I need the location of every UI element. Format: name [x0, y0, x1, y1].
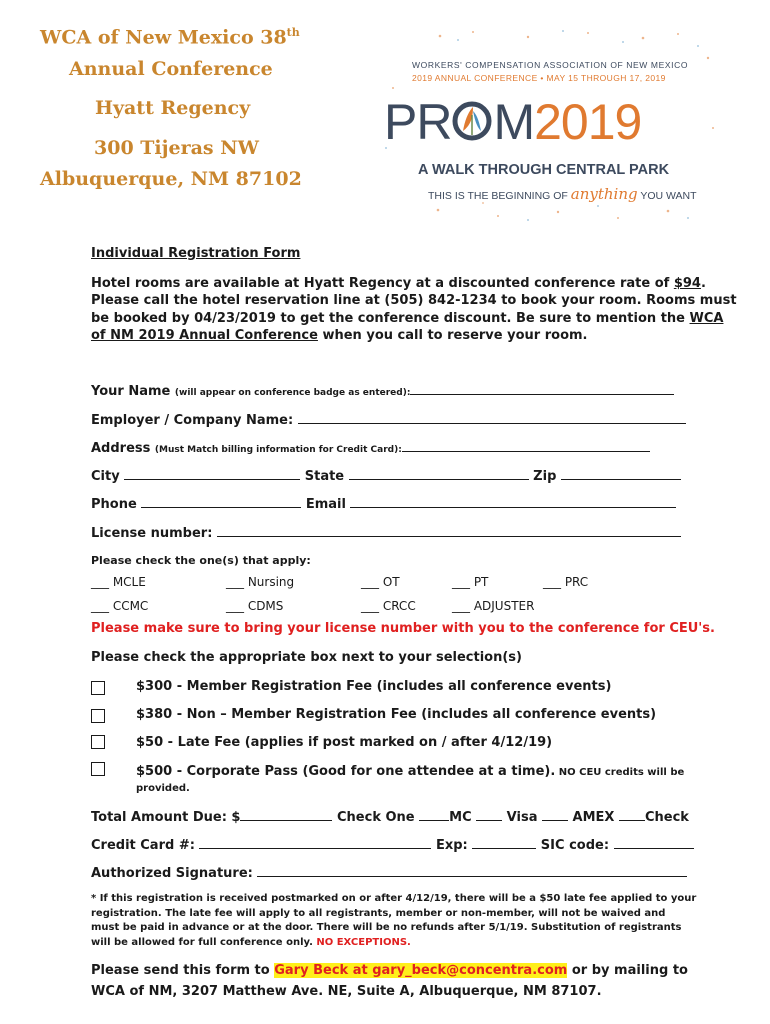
total-amount-field[interactable] [240, 808, 332, 821]
address-row: Address (Must Match billing information for Credit Card): [91, 439, 650, 456]
late-fee-note-1: * If this registration is received postmarked on or after 4/12/19, there will be a $50 late fee applied to your [91, 893, 697, 904]
late-fee-note-4: will be allowed for full conference only. NO EXCEPTIONS. [91, 937, 411, 948]
conference-dates: 2019 ANNUAL CONFERENCE • MAY 15 THROUGH 17, 2019 [412, 73, 666, 83]
venue-street: 300 Tijeras NW [94, 137, 259, 159]
phone-email-row: Phone Email [91, 495, 676, 512]
fee-late-label: $50 - Late Fee (applies if post marked on / after 4/12/19) [136, 735, 553, 750]
contact-email-link[interactable]: Gary Beck at gary_beck@concentra.com [274, 963, 568, 978]
state-field[interactable] [349, 467, 529, 480]
zip-field[interactable] [561, 467, 681, 480]
hotel-info-line-4: of NM 2019 Annual Conference when you call to reserve your room. [91, 328, 588, 343]
hotel-info-line-2: Please call the hotel reservation line at (505) 842-1234 to book your room. Rooms must [91, 293, 737, 308]
exp-field[interactable] [472, 836, 536, 849]
prom-2019-logo [378, 28, 718, 223]
option-nursing[interactable]: ___ Nursing [226, 575, 295, 589]
option-pt[interactable]: ___ PT [452, 575, 489, 589]
fee-nonmember-label: $380 - Non – Member Registration Fee (includes all conference events) [136, 707, 657, 722]
conference-title: WCA of New Mexico 38th [40, 26, 300, 49]
conference-subtitle: Annual Conference [69, 58, 273, 80]
sic-code-field[interactable] [614, 836, 694, 849]
option-mcle[interactable]: ___ MCLE [91, 575, 146, 589]
fee-member-label: $300 - Member Registration Fee (includes all conference events) [136, 679, 612, 694]
credit-card-field[interactable] [199, 836, 431, 849]
option-cdms[interactable]: ___ CDMS [226, 599, 284, 613]
license-warning: Please make sure to bring your license number with you to the conference for CEU's. [91, 621, 715, 636]
fee-corporate-label: $500 - Corporate Pass (Good for one attendee at a time). NO CEU credits will be [136, 764, 685, 779]
logo-subtagline: THIS IS THE BEGINNING OF anything YOU WANT [428, 185, 697, 203]
option-ccmc[interactable]: ___ CCMC [91, 599, 149, 613]
option-prc[interactable]: ___ PRC [543, 575, 589, 589]
fee-corporate-note: provided. [136, 783, 190, 794]
credit-card-row: Credit Card #: Exp: SIC code: [91, 836, 694, 853]
hotel-info-line-1: Hotel rooms are available at Hyatt Regency at a discounted conference rate of $94. [91, 276, 706, 291]
prom-wordmark: PR M2019 [384, 94, 642, 150]
fee-member-checkbox[interactable] [91, 681, 105, 695]
city-field[interactable] [124, 467, 300, 480]
association-name: WORKERS' COMPENSATION ASSOCIATION OF NEW MEXICO [412, 60, 689, 70]
late-fee-note-2: registration. The late fee will apply to all registrants, member or non-member, will not be waived and [91, 908, 666, 919]
send-instructions-line-1: Please send this form to Gary Beck at gary_beck@concentra.com or by mailing to [91, 963, 688, 978]
address-field[interactable] [402, 439, 650, 452]
tulip-icon [451, 96, 493, 140]
option-crcc[interactable]: ___ CRCC [361, 599, 416, 613]
send-instructions-line-2: WCA of NM, 3207 Matthew Ave. NE, Suite A, Albuquerque, NM 87107. [91, 984, 602, 999]
selection-label: Please check the appropriate box next to your selection(s) [91, 650, 522, 665]
mc-blank[interactable] [419, 808, 449, 821]
venue-name: Hyatt Regency [95, 97, 251, 119]
venue-city: Albuquerque, NM 87102 [40, 168, 302, 190]
hotel-info-line-3: be booked by 04/23/2019 to get the conference discount. Be sure to mention the WCA [91, 311, 724, 326]
check-blank[interactable] [619, 808, 645, 821]
license-row: License number: [91, 524, 681, 541]
signature-field[interactable] [257, 864, 687, 877]
signature-row: Authorized Signature: [91, 864, 687, 881]
fee-corporate-checkbox[interactable] [91, 762, 105, 776]
license-field[interactable] [217, 524, 681, 537]
option-adjuster[interactable]: ___ ADJUSTER [452, 599, 535, 613]
phone-field[interactable] [141, 495, 301, 508]
late-fee-note-3: must be paid in advance or at the door. There will be no refunds after 5/1/19. Substitution of registrants [91, 922, 682, 933]
employer-field[interactable] [298, 411, 686, 424]
check-apply-label: Please check the one(s) that apply: [91, 554, 311, 567]
visa-blank[interactable] [476, 808, 502, 821]
fee-nonmember-checkbox[interactable] [91, 709, 105, 723]
name-field[interactable] [410, 382, 674, 395]
name-row: Your Name (will appear on conference badge as entered): [91, 382, 674, 399]
form-heading: Individual Registration Form [91, 246, 301, 261]
employer-row: Employer / Company Name: [91, 411, 686, 428]
fee-late-checkbox[interactable] [91, 735, 105, 749]
logo-tagline: A WALK THROUGH CENTRAL PARK [418, 162, 670, 178]
payment-row: Total Amount Due: $ Check One MC Visa AMEX Check [91, 810, 689, 825]
amex-blank[interactable] [542, 808, 568, 821]
city-state-zip-row: City State Zip [91, 467, 681, 484]
email-field[interactable] [350, 495, 676, 508]
option-ot[interactable]: ___ OT [361, 575, 400, 589]
